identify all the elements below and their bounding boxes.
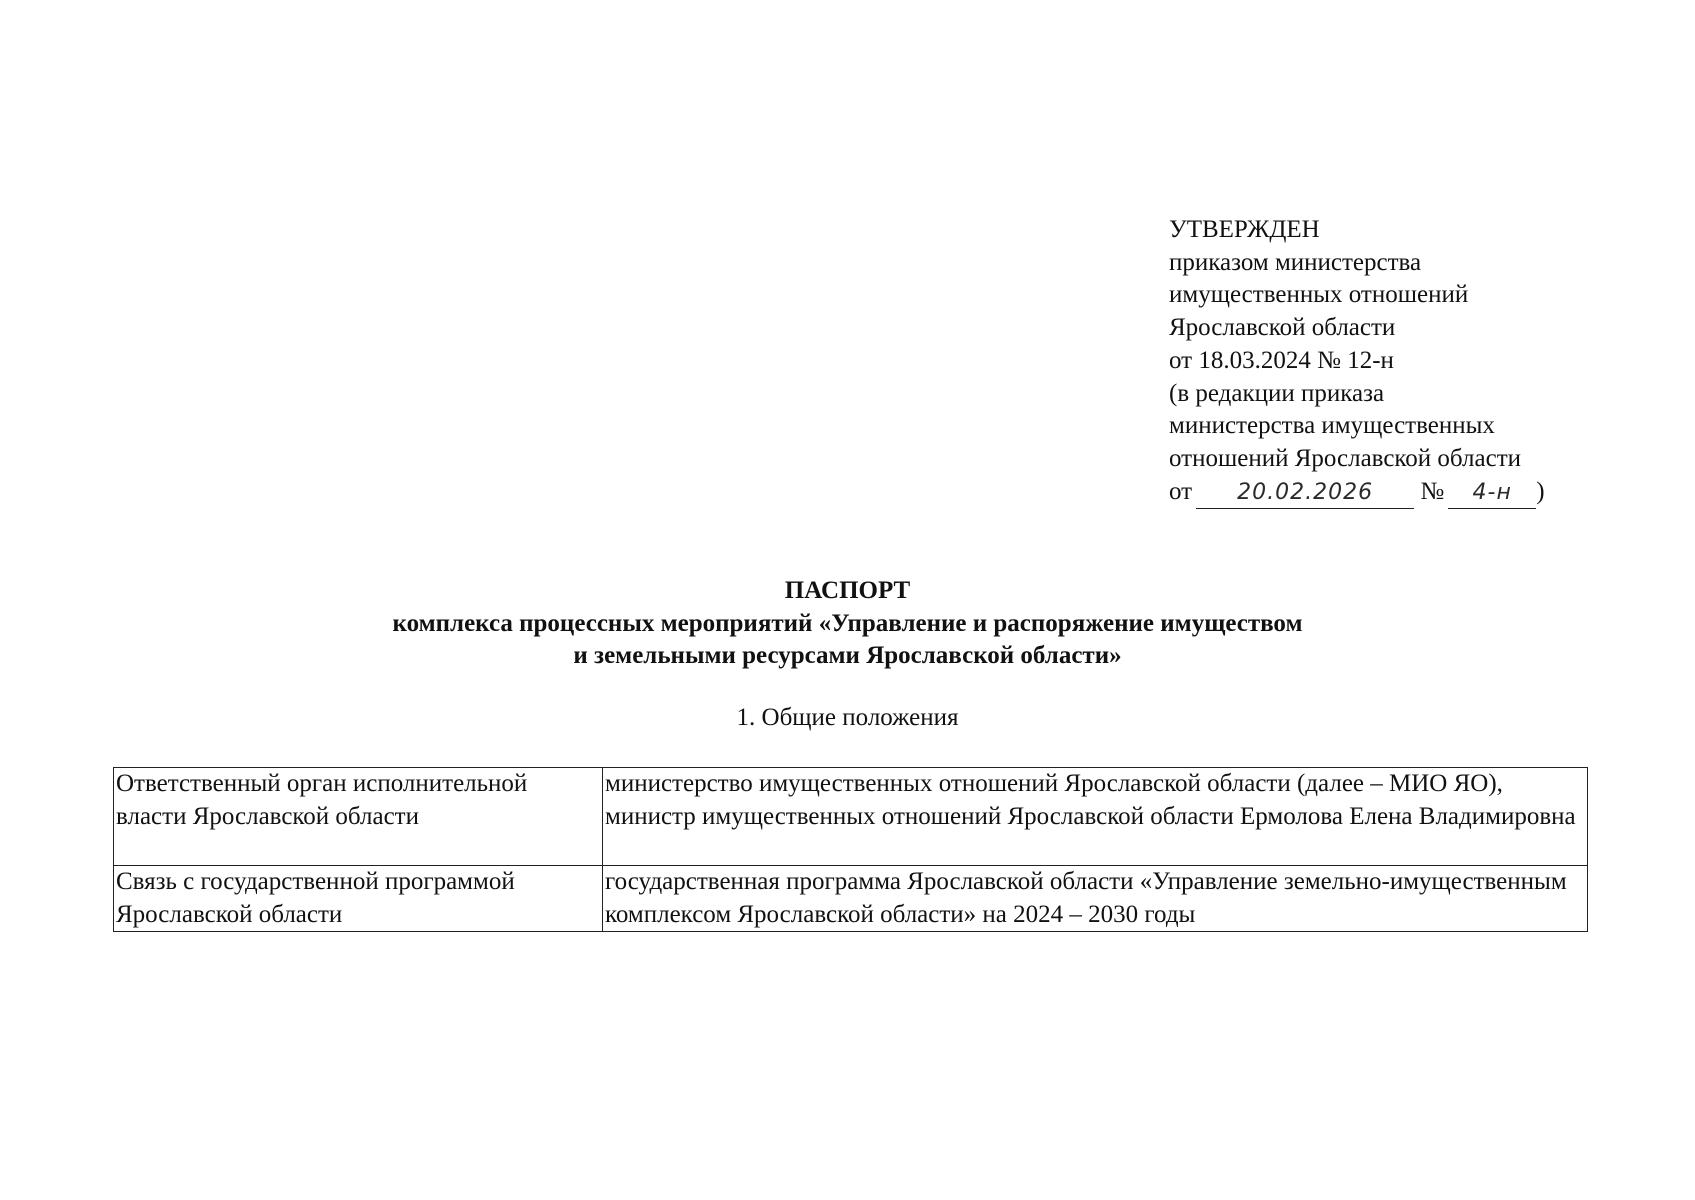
document-title: ПАСПОРТ — [784, 577, 911, 604]
table-label-cell: Ответственный орган исполнительной власти Ярославской области — [114, 768, 603, 866]
approval-heading: УТВЕРЖДЕН — [1169, 216, 1320, 243]
approval-from-prefix: от — [1169, 477, 1193, 505]
approval-closing-paren: ) — [1536, 477, 1545, 505]
approval-line: приказом министерства — [1169, 248, 1422, 276]
approval-number-sign: № — [1420, 477, 1445, 505]
section-heading: 1. Общие положения — [736, 704, 959, 731]
passport-table — [113, 767, 1588, 932]
table-value-cell: министерство имущественных отношений Ярославской области (далее – МИО ЯО), министр имущественных отношений Ярославской области Ермолова Елена Владимировна — [603, 768, 1588, 866]
handwritten-date: 20.02.2026 — [1196, 480, 1414, 509]
document-subtitle-line-1: комплекса процессных мероприятий «Управление и распоряжение имуществом — [392, 609, 1303, 637]
approval-line: от 18.03.2024 № 12-н — [1169, 346, 1394, 374]
table-value-cell: государственная программа Ярославской области «Управление земельно-имущественным комплексом Ярославской области» на 2024 – 2030 годы — [603, 866, 1588, 932]
table-row — [114, 768, 1588, 866]
approval-line: министерства имущественных — [1169, 412, 1495, 440]
approval-amendment-line — [1169, 476, 1649, 509]
approval-line: отношений Ярославской области — [1169, 444, 1522, 472]
handwritten-number: 4-н — [1448, 480, 1536, 509]
approval-line: (в редакции приказа — [1169, 379, 1385, 407]
table-row — [114, 866, 1588, 932]
document-subtitle-line-2: и земельными ресурсами Ярославской области» — [573, 642, 1122, 669]
document-title-block — [0, 575, 1695, 673]
approval-stamp-block — [1169, 214, 1649, 509]
approval-line: Ярославской области — [1169, 314, 1396, 342]
table-label-cell: Связь с государственной программой Ярославской области — [114, 866, 603, 932]
approval-line: имущественных отношений — [1169, 281, 1469, 309]
